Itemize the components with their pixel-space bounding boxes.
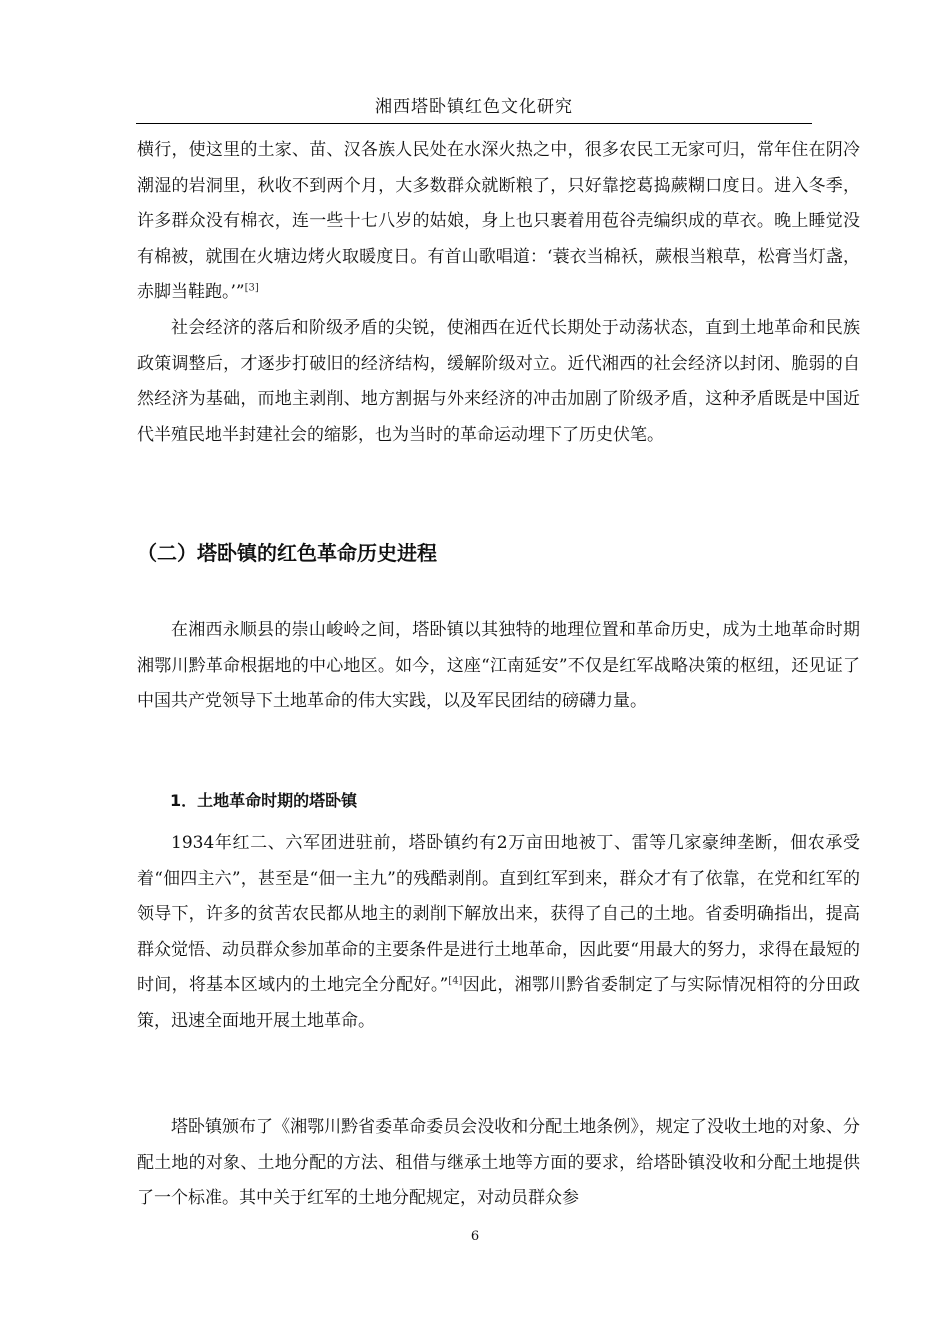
citation-ref: [3] bbox=[244, 282, 259, 294]
page-number: 6 bbox=[470, 1229, 480, 1244]
paragraph-text: 1934年红二、六军团进驻前，塔卧镇约有2万亩田地被丁、雷等几家豪绅垄断，佃农承受着“佃四主六”，甚至是“佃一主九”的残酷剥削。直到红军到来，群众才有了依靠，在党和红军的领导下，许多的贫苦农民都从地主的剥削下解放出来，获得了自己的土地。省委明确指出，提高群众觉悟、动员群众参加革命的主要条件是进行土地革命，因此要“用最大的努力，求得在最短的时间，将基本区域内的土地完全分配好。” bbox=[137, 833, 860, 995]
subsection-heading: 1．土地革命时期的塔卧镇 bbox=[170, 791, 358, 810]
paragraph-text: 横行，使这里的土家、苗、汉各族人民处在水深火热之中，很多农民工无家可归，常年住在阴冷潮湿的岩洞里，秋收不到两个月，大多数群众就断粮了，只好靠挖葛捣蕨糊口度日。进入冬季，许多群众没有棉衣，连一些十七八岁的姑娘，身上也只裹着用苞谷壳编织成的草衣。晚上睡觉没有棉被，就围在火塘边烤火取暖度日。有首山歌唱道：‘蓑衣当棉袄，蕨根当粮草，松膏当灯盏，赤脚当鞋跑。’” bbox=[137, 140, 860, 302]
paragraph: 在湘西永顺县的崇山峻岭之间，塔卧镇以其独特的地理位置和革命历史，成为土地革命时期湘鄂川黔革命根据地的中心地区。如今，这座“江南延安”不仅是红军战略决策的枢纽，还见证了中国共产党领导下土地革命的伟大实践，以及军民团结的磅礴力量。 bbox=[137, 620, 860, 711]
section-heading: （二）塔卧镇的红色革命历史进程 bbox=[137, 541, 437, 565]
paragraph: 社会经济的落后和阶级矛盾的尖锐，使湘西在近代长期处于动荡状态，直到土地革命和民族政策调整后，才逐步打破旧的经济结构，缓解阶级对立。近代湘西的社会经济以封闭、脆弱的自然经济为基础，而地主剥削、地方割据与外来经济的冲击加剧了阶级矛盾，这种矛盾既是中国近代半殖民地半封建社会的缩影，也为当时的革命运动埋下了历史伏笔。 bbox=[137, 318, 860, 445]
running-header: 湘西塔卧镇红色文化研究 bbox=[136, 92, 812, 124]
paragraph-continuation bbox=[137, 133, 860, 311]
paragraph: 塔卧镇颁布了《湘鄂川黔省委革命委员会没收和分配土地条例》，规定了没收土地的对象、分配土地的对象、土地分配的方法、租借与继承土地等方面的要求，给塔卧镇没收和分配土地提供了一个标准。其中关于红军的土地分配规定，对动员群众参 bbox=[137, 1117, 860, 1208]
citation-ref: [4] bbox=[448, 975, 463, 987]
paragraph-text: 因此，湘鄂川黔省委制定了与实际情况相符的分田政策，迅速全面地开展土地革命。 bbox=[137, 975, 860, 1031]
paragraph bbox=[137, 826, 860, 1039]
